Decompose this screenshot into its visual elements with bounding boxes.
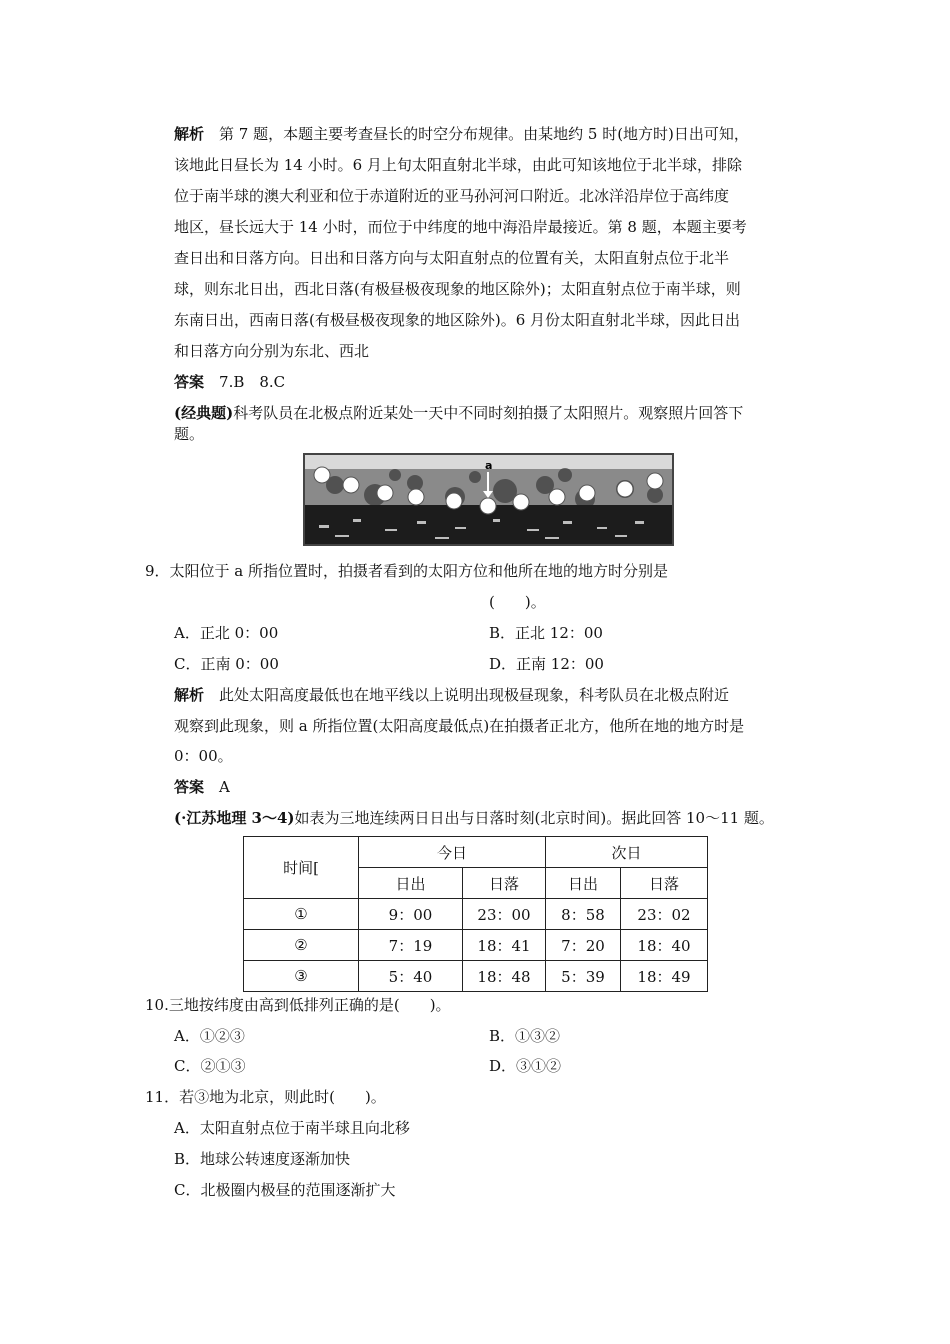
- analysis-7-8-line-1: 解析 第 7 题，本题主要考查昼长的时空分布规律。由某地约 5 时(地方时)日出可知，: [174, 125, 749, 143]
- q9-option-b: B．正北 12：00: [489, 624, 603, 642]
- answer-9: 答案 A: [174, 778, 230, 796]
- table-corner-header: 时间[: [244, 837, 359, 899]
- table-header-today: 今日: [359, 837, 546, 868]
- source-tag: (经典题): [174, 404, 234, 422]
- analysis-7-8-line-7: 东南日出，西南日落(有极昼极夜现象的地区除外)。6 月份太阳直射北半球，因此日出: [174, 311, 741, 329]
- sun-photo: [303, 453, 674, 546]
- q11-option-a: A．太阳直射点位于南半球且向北移: [174, 1119, 410, 1137]
- table-cell: 18：40: [621, 930, 708, 961]
- q10-option-b: B．①③②: [489, 1027, 561, 1045]
- question-intro: (经典题)科考队员在北极点附近某处一天中不同时刻拍摄了太阳照片。观察照片回答下: [174, 404, 744, 422]
- table-cell: 9：00: [359, 899, 463, 930]
- question-11-stem: 11．若③地为北京，则此时( )。: [145, 1088, 386, 1106]
- answer-label: 答案: [174, 778, 205, 796]
- sunrise-sunset-table: [243, 836, 708, 992]
- question-9-bracket: ( )。: [489, 593, 546, 611]
- table-cell: 5：39: [546, 961, 621, 992]
- q11-option-c: C．北极圈内极昼的范围逐渐扩大: [174, 1181, 396, 1199]
- analysis-9-line-1: 解析 此处太阳高度最低也在地平线以上说明出现极昼现象，科考队员在北极点附近: [174, 686, 730, 704]
- table-header-sunrise: 日出: [359, 868, 463, 899]
- q9-option-c: C．正南 0：00: [174, 655, 279, 673]
- analysis-label: 解析: [174, 125, 205, 143]
- analysis-7-8-line-8: 和日落方向分别为东北、西北: [174, 342, 370, 360]
- q9-option-d: D．正南 12：00: [489, 655, 604, 673]
- analysis-label: 解析: [174, 686, 205, 704]
- table-row: [244, 899, 708, 930]
- q10-option-c: C．②①③: [174, 1057, 246, 1075]
- table-cell: 18：41: [463, 930, 546, 961]
- answer-label: 答案: [174, 373, 205, 391]
- q11-option-b: B．地球公转速度逐渐加快: [174, 1150, 351, 1168]
- photo-marker-a: a: [485, 459, 493, 472]
- table-row: [244, 930, 708, 961]
- analysis-7-8-line-2: 该地此日昼长为 14 小时。6 月上旬太阳直射北半球，由此可知该地位于北半球，排除: [174, 156, 742, 174]
- sun-photo-image: [305, 455, 672, 544]
- analysis-7-8-line-3: 位于南半球的澳大利亚和位于赤道附近的亚马孙河河口附近。北冰洋沿岸位于高纬度: [174, 187, 730, 205]
- table-cell: 5：40: [359, 961, 463, 992]
- table-cell: ①: [244, 899, 359, 930]
- table-row: [244, 961, 708, 992]
- answer-7-8: 答案 7.B 8.C: [174, 373, 286, 391]
- table-cell: ③: [244, 961, 359, 992]
- table-cell: 18：48: [463, 961, 546, 992]
- q10-option-a: A．①②③: [174, 1027, 245, 1045]
- question-10-11-intro: (·江苏地理 3～4)如表为三地连续两日日出与日落时刻(北京时间)。据此回答 10～11 题。: [174, 809, 774, 827]
- table-header-sunset: 日落: [621, 868, 708, 899]
- q9-option-a: A．正北 0：00: [174, 624, 279, 642]
- source-tag: (·江苏地理 3～4): [174, 809, 295, 827]
- q10-option-d: D．③①②: [489, 1057, 562, 1075]
- question-intro-line-2: 题。: [174, 425, 205, 443]
- analysis-9-line-2: 观察到此现象，则 a 所指位置(太阳高度最低点)在拍摄者正北方，他所在地的地方时是: [174, 717, 745, 735]
- table-cell: 23：02: [621, 899, 708, 930]
- table-cell: 8：58: [546, 899, 621, 930]
- table-cell: 18：49: [621, 961, 708, 992]
- table-cell: 7：20: [546, 930, 621, 961]
- table-cell: 7：19: [359, 930, 463, 961]
- analysis-9-line-3: 0：00。: [174, 747, 233, 765]
- analysis-7-8-line-6: 球，则东北日出，西北日落(有极昼极夜现象的地区除外)；太阳直射点位于南半球，则: [174, 280, 741, 298]
- question-9-stem: 9．太阳位于 a 所指位置时，拍摄者看到的太阳方位和他所在地的地方时分别是: [145, 562, 669, 580]
- table-cell: ②: [244, 930, 359, 961]
- analysis-7-8-line-5: 查日出和日落方向。日出和日落方向与太阳直射点的位置有关，太阳直射点位于北半: [174, 249, 730, 267]
- table-cell: 23：00: [463, 899, 546, 930]
- table-header-sunset: 日落: [463, 868, 546, 899]
- table-header-sunrise: 日出: [546, 868, 621, 899]
- question-10-stem: 10.三地按纬度由高到低排列正确的是( )。: [145, 996, 451, 1014]
- table-header-nextday: 次日: [546, 837, 708, 868]
- analysis-7-8-line-4: 地区，昼长远大于 14 小时，而位于中纬度的地中海沿岸最接近。第 8 题，本题主要考: [174, 218, 747, 236]
